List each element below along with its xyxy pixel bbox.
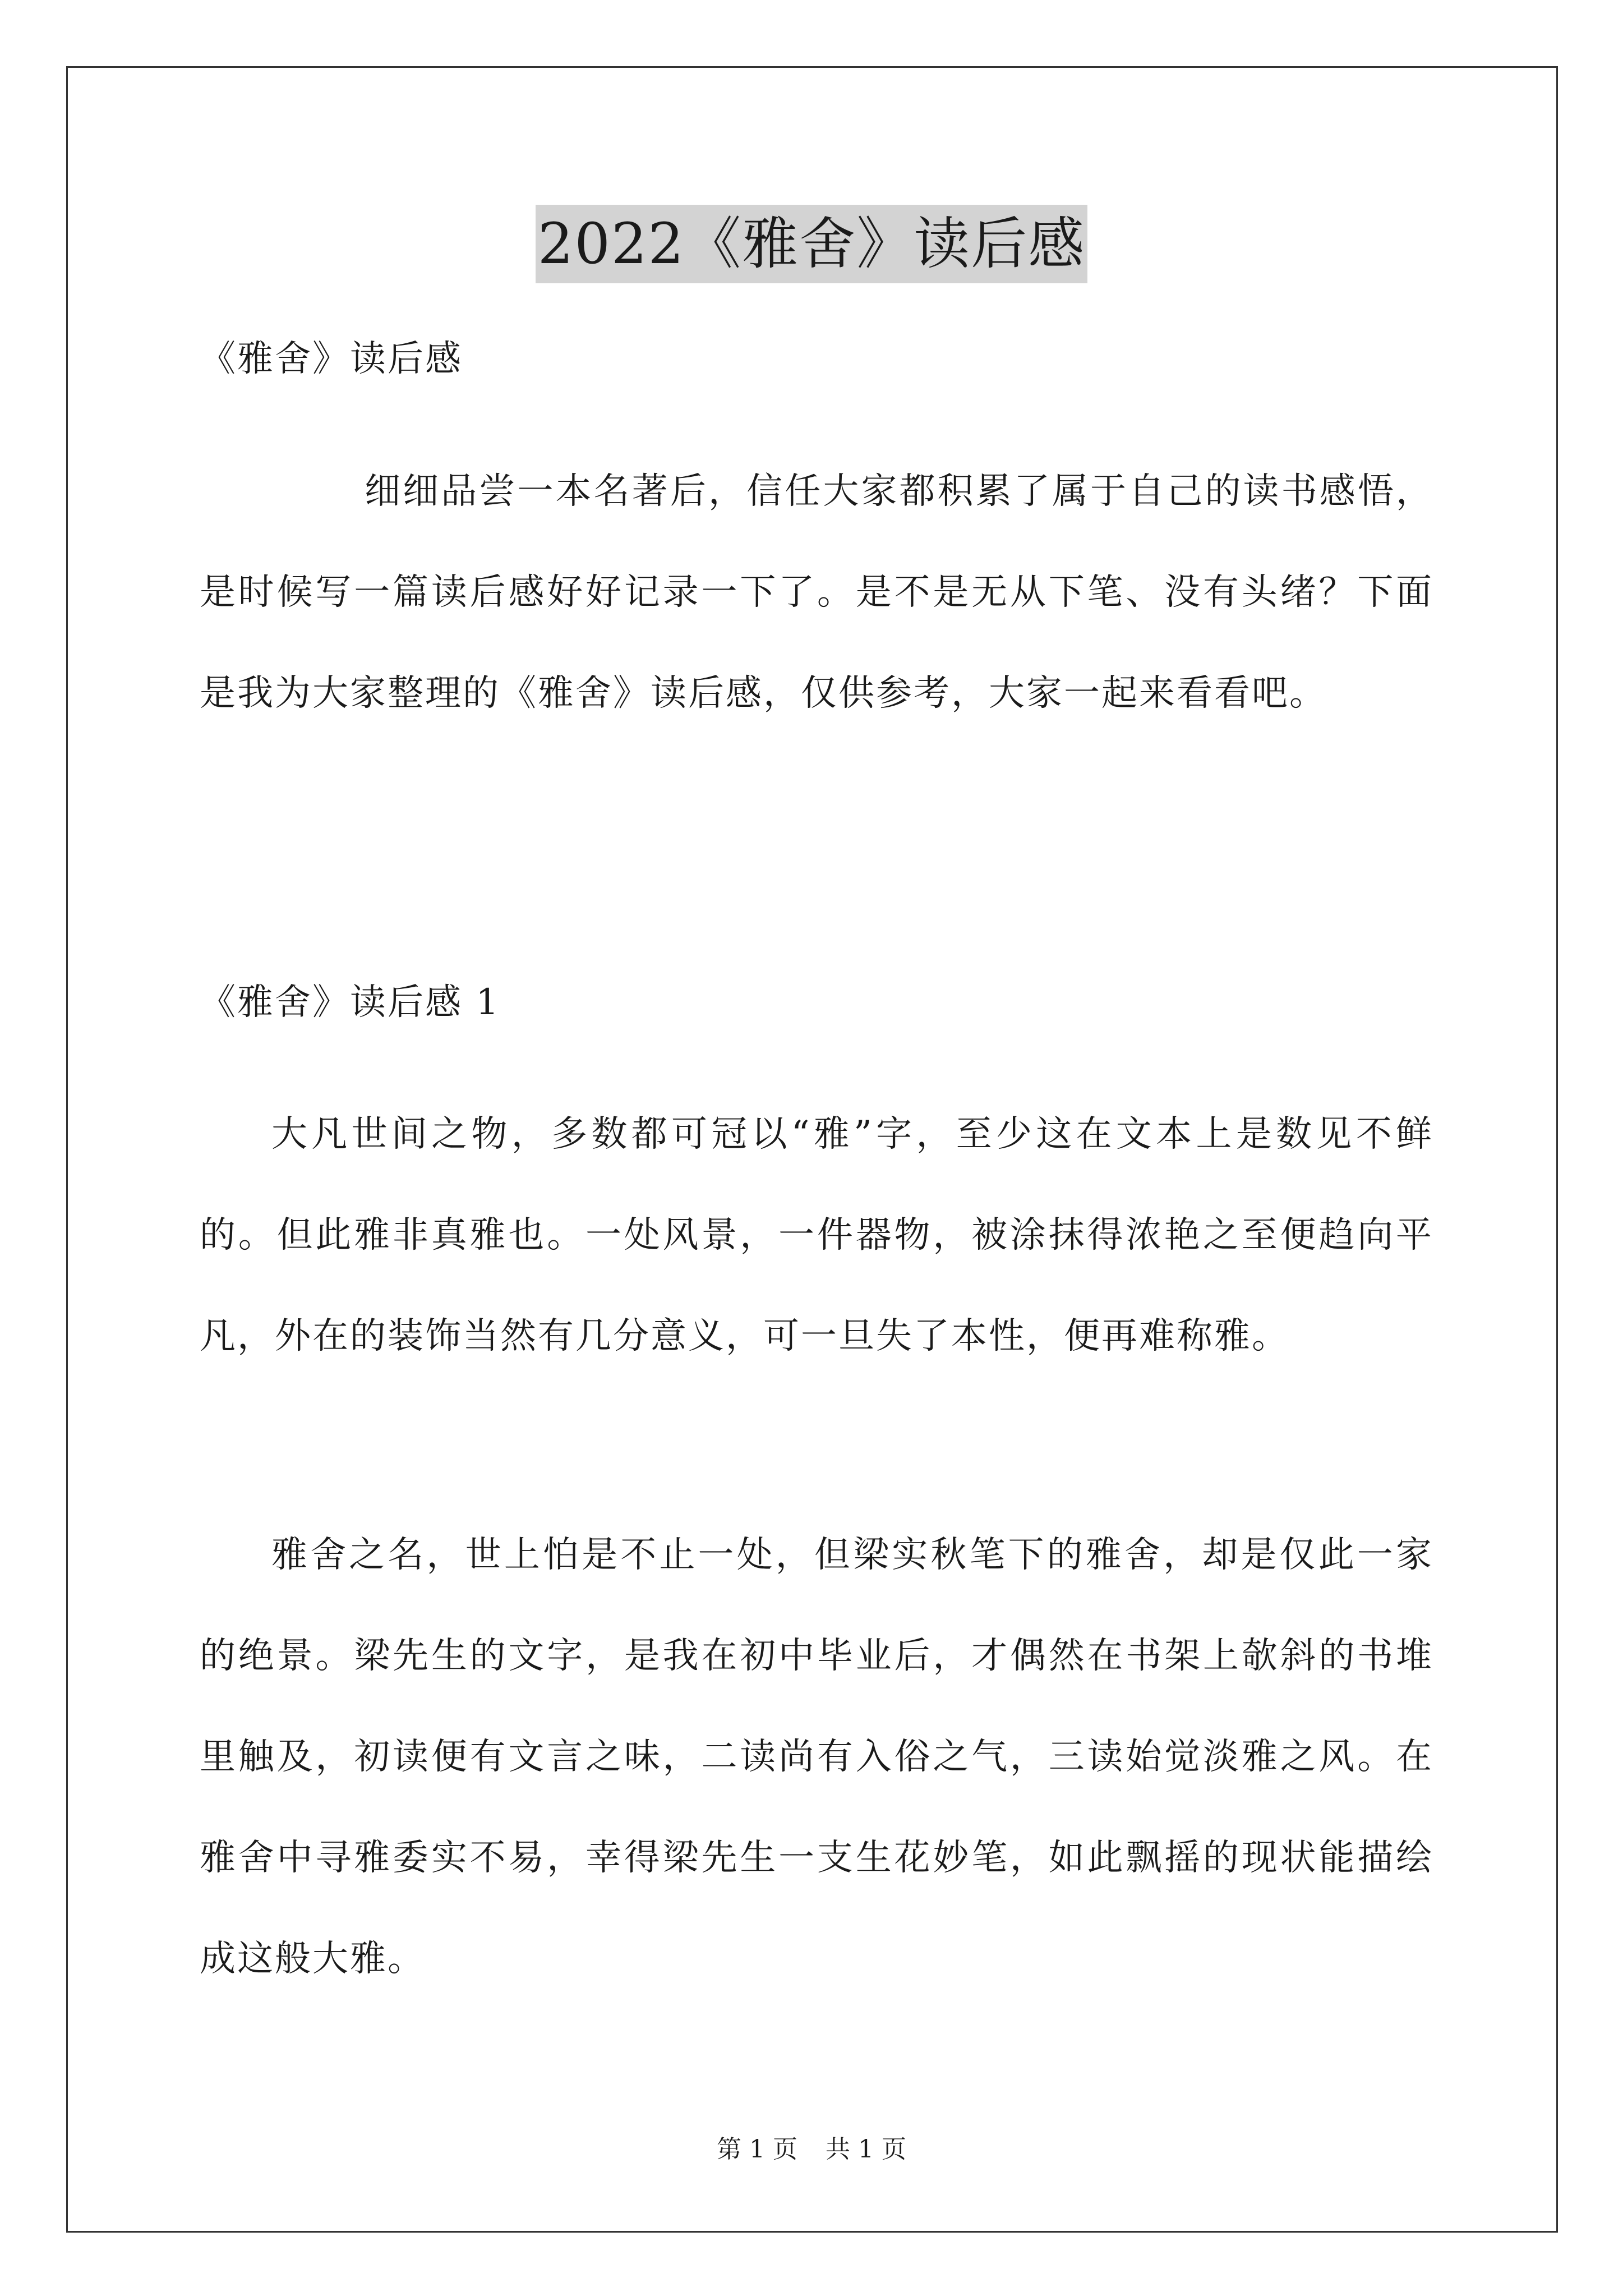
- intro-paragraph: 细细品尝一本名著后，信任大家都积累了属于自己的读书感悟，是时候写一篇读后感好好记录一下了。是不是无从下笔、没有头绪？下面是我为大家整理的《雅舍》读后感，仅供参考，大家一起来看看吧。: [200, 471, 1433, 714]
- intro-heading: 《雅舍》读后感: [200, 338, 463, 380]
- document-title: 2022《雅舍》读后感: [536, 205, 1088, 283]
- page-footer: [0, 2133, 1623, 2166]
- section-heading: 《雅舍》读后感 1: [200, 982, 501, 1023]
- page-number: 第 1 页: [717, 2135, 797, 2164]
- page-total: 共 1 页: [826, 2135, 906, 2164]
- body-paragraph-2: 雅舍之名，世上怕是不止一处，但梁实秋笔下的雅舍，却是仅此一家的绝景。梁先生的文字，是我在初中毕业后，才偶然在书架上欹斜的书堆里触及，初读便有文言之味，二读尚有入俗之气，三读始觉淡雅之风。在雅舍中寻雅委实不易，幸得梁先生一支生花妙笔，如此飘摇的现状能描绘成这般大雅。: [200, 1534, 1433, 1980]
- body-paragraph-1: 大凡世间之物，多数都可冠以“雅”字，至少这在文本上是数见不鲜的。但此雅非真雅也。一处风景，一件器物，被涂抹得浓艳之至便趋向平凡，外在的装饰当然有几分意义，可一旦失了本性，便再难称雅。: [200, 1114, 1433, 1357]
- title-container: [0, 205, 1623, 283]
